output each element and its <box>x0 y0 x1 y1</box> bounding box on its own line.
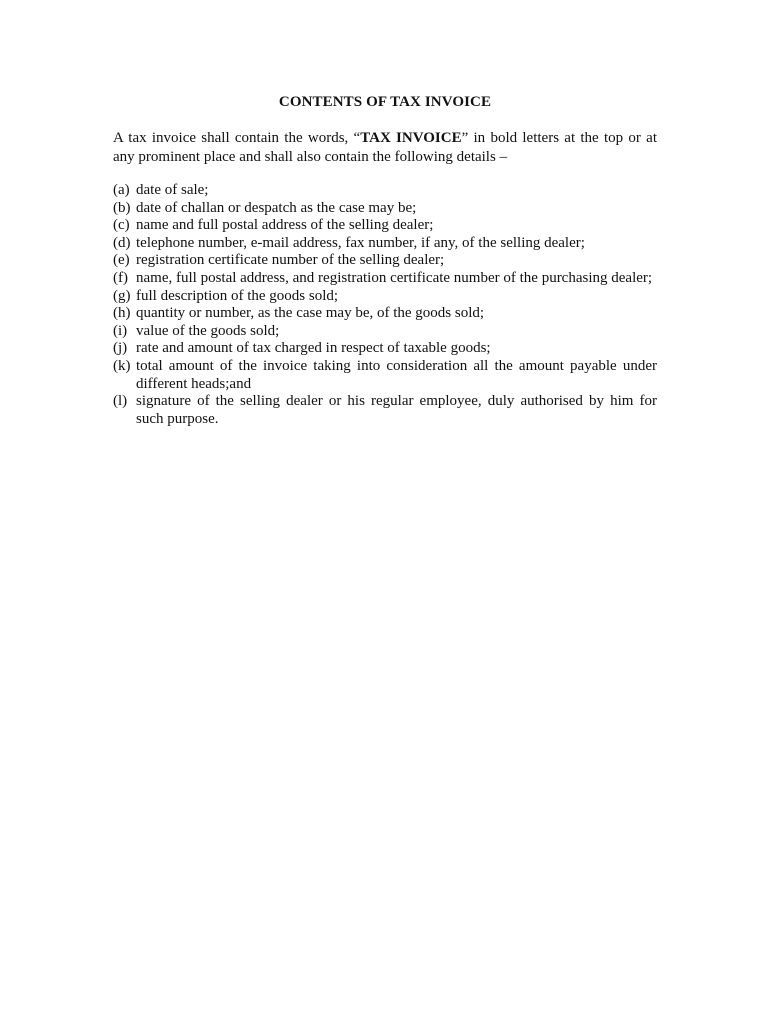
list-item <box>113 305 657 323</box>
list-item-text: date of sale; <box>136 182 209 198</box>
list-item-text: value of the goods sold; <box>136 322 280 339</box>
list-item-marker: (l) <box>113 393 128 410</box>
list-item <box>113 340 657 358</box>
list-item-marker: (f) <box>113 269 128 286</box>
list-item <box>113 217 657 235</box>
page-title: CONTENTS OF TAX INVOICE <box>278 94 492 110</box>
intro-bold-phrase: TAX INVOICE <box>360 130 462 146</box>
list-item-marker: (c) <box>113 217 130 234</box>
list-item <box>113 235 657 253</box>
list-item-marker: (h) <box>113 305 131 322</box>
list-item <box>113 288 657 306</box>
list-item-marker: (e) <box>113 252 130 269</box>
intro-text-after: ” in bold letters at the top or at any prominent place and shall also contain the following details – <box>113 130 657 165</box>
list-item-text: signature of the selling dealer or his regular employee, duly authorised by him for such purpose. <box>136 393 657 427</box>
intro-text-before: A tax invoice shall contain the words, “ <box>113 130 361 146</box>
list-item <box>113 358 657 393</box>
list-item <box>113 393 657 428</box>
list-item-marker: (i) <box>113 322 128 339</box>
list-item <box>113 252 657 270</box>
list-item-text: telephone number, e-mail address, fax number, if any, of the selling dealer; <box>136 234 585 251</box>
list-item-marker: (j) <box>113 340 128 357</box>
list-item-text: name and full postal address of the selling dealer; <box>136 217 434 234</box>
list-item-marker: (d) <box>113 234 131 251</box>
details-list <box>113 182 657 428</box>
list-item-text: name, full postal address, and registration certificate number of the purchasing dealer; <box>136 269 653 286</box>
list-item <box>113 323 657 341</box>
list-item <box>113 182 657 200</box>
list-item-text: total amount of the invoice taking into consideration all the amount payable under different heads;and <box>136 357 657 392</box>
intro-paragraph <box>113 129 657 167</box>
list-item-text: registration certificate number of the selling dealer; <box>136 252 445 269</box>
list-item-text: rate and amount of tax charged in respect of taxable goods; <box>136 340 491 357</box>
list-item-marker: (k) <box>113 357 131 374</box>
list-item-marker: (b) <box>113 199 131 216</box>
list-item-text: date of challan or despatch as the case may be; <box>136 199 417 216</box>
list-item-text: full description of the goods sold; <box>136 287 339 304</box>
list-item-marker: (a) <box>113 182 130 198</box>
list-item <box>113 270 657 288</box>
list-item-marker: (g) <box>113 287 131 304</box>
list-item-text: quantity or number, as the case may be, of the goods sold; <box>136 305 485 322</box>
list-item <box>113 200 657 218</box>
